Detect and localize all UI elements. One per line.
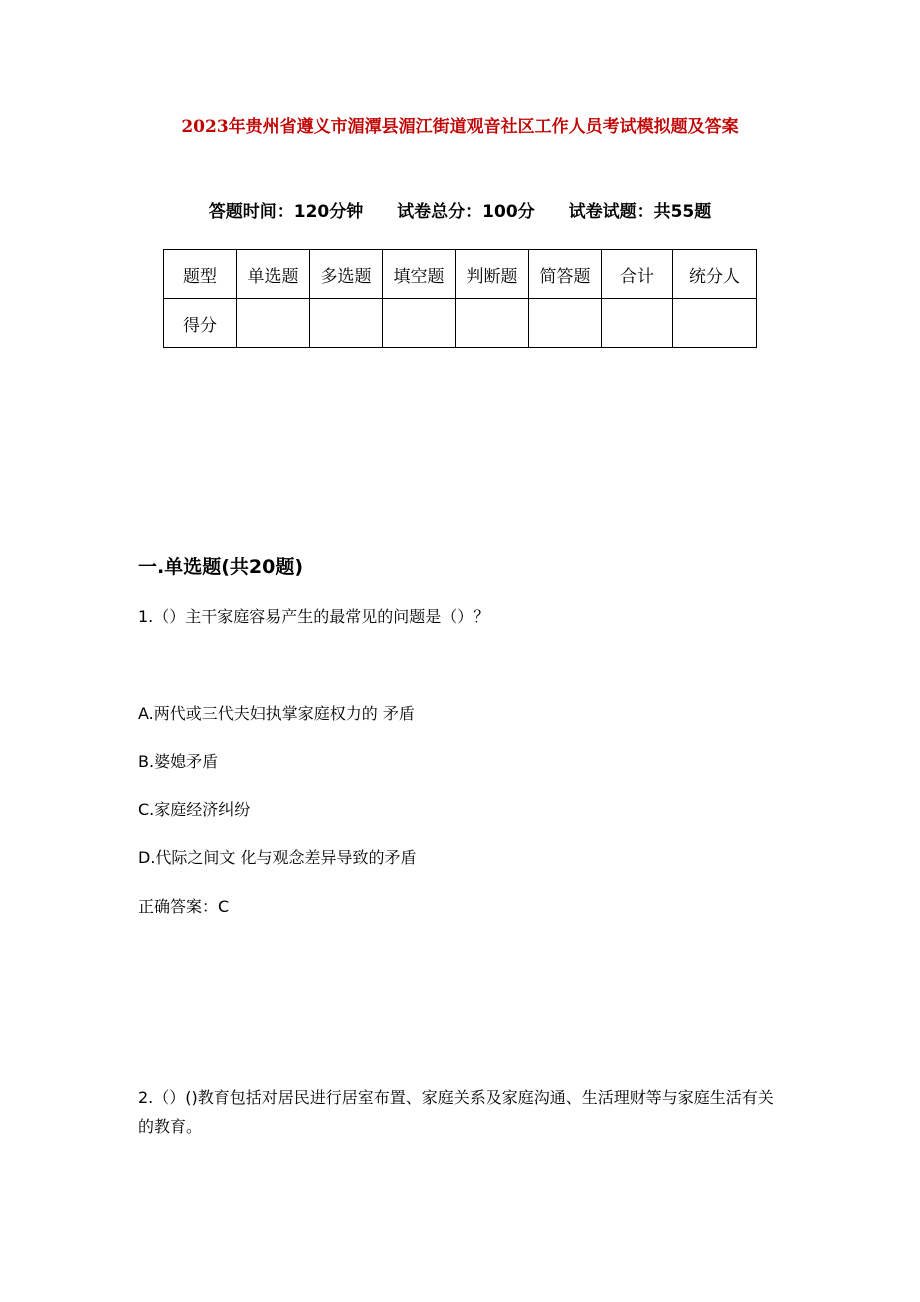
score-cell bbox=[456, 299, 529, 348]
score-cell bbox=[673, 299, 757, 348]
score-cell bbox=[237, 299, 310, 348]
score-cell bbox=[383, 299, 456, 348]
exam-meta bbox=[0, 197, 920, 222]
question-1-answer: 正确答案：C bbox=[138, 897, 230, 916]
exam-question-count: 试卷试题：共55题 bbox=[568, 202, 712, 222]
question-1-option-b: B.婆媳矛盾 bbox=[138, 752, 219, 771]
header-cell: 简答题 bbox=[529, 250, 602, 299]
header-cell: 判断题 bbox=[456, 250, 529, 299]
header-cell: 填空题 bbox=[383, 250, 456, 299]
question-1-stem: 1.（）主干家庭容易产生的最常见的问题是（）？ bbox=[138, 607, 490, 626]
section-heading: 一.单选题(共20题) bbox=[138, 556, 304, 578]
question-2-stem: 2.（）()教育包括对居民进行居室布置、家庭关系及家庭沟通、生活理财等与家庭生活有关的教育。 bbox=[138, 1088, 774, 1136]
question-1-option-d: D.代际之间文 化与观念差异导致的矛盾 bbox=[138, 848, 417, 867]
score-table-score-row bbox=[164, 299, 757, 348]
question-1-option-a: A.两代或三代夫妇执掌家庭权力的 矛盾 bbox=[138, 704, 415, 723]
question-1-option-c: C.家庭经济纠纷 bbox=[138, 800, 251, 819]
header-cell: 合计 bbox=[602, 250, 673, 299]
score-row-label: 得分 bbox=[164, 299, 237, 348]
header-cell: 多选题 bbox=[310, 250, 383, 299]
exam-time: 答题时间：120分钟 bbox=[208, 202, 364, 222]
score-cell bbox=[310, 299, 383, 348]
score-table bbox=[163, 249, 757, 348]
header-cell: 单选题 bbox=[237, 250, 310, 299]
score-table-header-row bbox=[164, 250, 757, 299]
score-cell bbox=[602, 299, 673, 348]
document-title: 2023年贵州省遵义市湄潭县湄江街道观音社区工作人员考试模拟题及答案 bbox=[181, 117, 739, 137]
header-cell: 题型 bbox=[164, 250, 237, 299]
score-cell bbox=[529, 299, 602, 348]
header-cell: 统分人 bbox=[673, 250, 757, 299]
exam-total-score: 试卷总分：100分 bbox=[397, 202, 535, 222]
